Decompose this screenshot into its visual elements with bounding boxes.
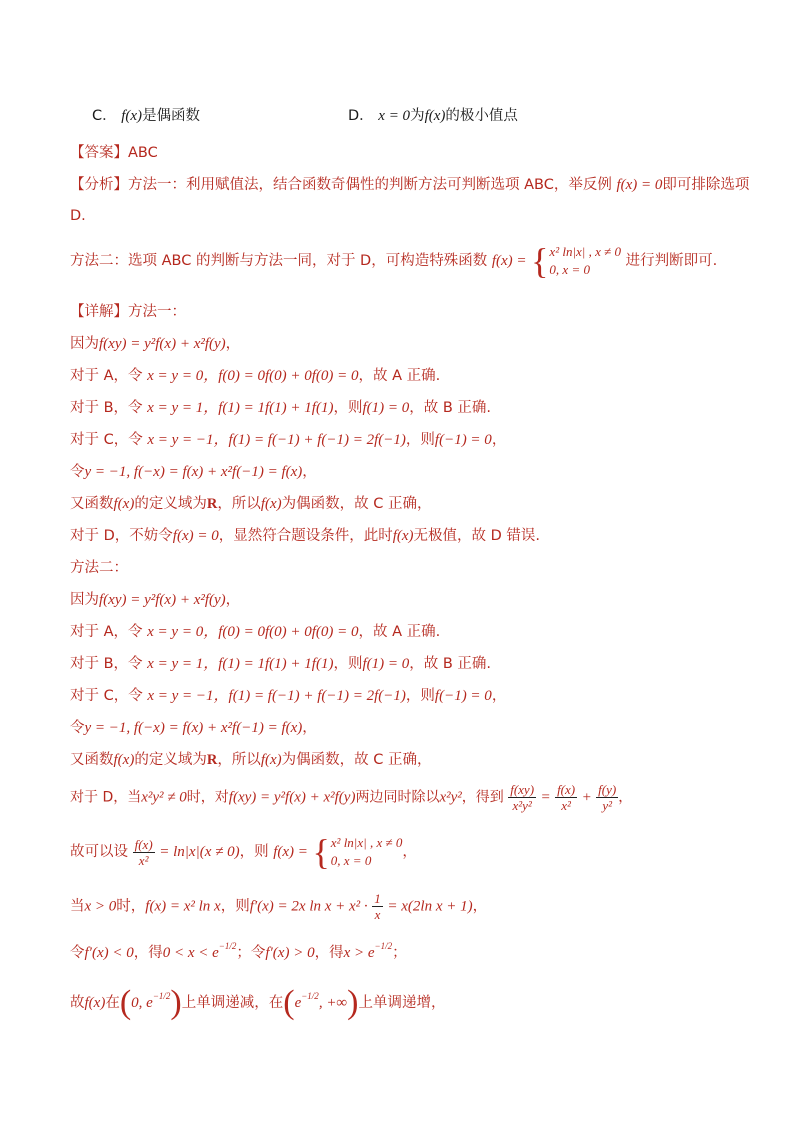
analysis-m2-fx: f(x) = <box>491 253 527 269</box>
gu-frac-num: f(x) <box>134 836 153 852</box>
gu3: 故 <box>70 995 85 1011</box>
step-a-2 <box>70 622 440 642</box>
you-fx-2: f(x) <box>113 752 135 768</box>
dd3: 两边同时除以 <box>355 789 440 806</box>
dd2: 时，对 <box>186 789 229 806</box>
lg3: ；令 <box>236 945 266 961</box>
sign-line <box>70 936 407 963</box>
step-d-2 <box>70 782 632 813</box>
frac1-num: f(xy) <box>510 782 535 797</box>
you3: ，所以 <box>217 496 261 512</box>
gu-expr: = ln|x|(x ≠ 0) <box>159 844 240 860</box>
interval2-tail: , +∞ <box>318 995 348 1011</box>
d2: ，显然符合题设条件，此时 <box>218 528 393 544</box>
detail-label: 【详解】 <box>70 304 128 320</box>
fraction-fy <box>596 782 618 813</box>
you1: 又函数 <box>70 496 114 512</box>
a-expr1: x = y = 0 <box>147 368 204 384</box>
c-mid-2: ，则 <box>405 688 435 704</box>
ling-expr: y = −1, f(−x) = f(x) + x²f(−1) = f(x) <box>84 464 303 480</box>
dang-expr3: f′(x) = 2x ln x + x² · <box>249 898 368 915</box>
ling-text: 令 <box>70 464 85 480</box>
gu3-fx: f(x) <box>84 995 106 1011</box>
monotonic-line <box>70 986 445 1020</box>
analysis-m2-end: 进行判断即可. <box>625 253 718 269</box>
ling-end-2: ， <box>302 720 317 736</box>
b-expr1: x = y = 1 <box>147 400 204 416</box>
even-line-2 <box>70 750 431 770</box>
frac2-den: x² <box>561 798 571 813</box>
assume-line <box>70 834 417 870</box>
gu-fx: f(x) = <box>273 844 308 860</box>
option-d-expr2: f(x) <box>424 108 446 124</box>
you-fx2: f(x) <box>260 496 282 512</box>
fraction-fxy <box>508 782 536 813</box>
because-line-1 <box>70 334 240 354</box>
a-text: 对于 A，令 <box>70 368 143 384</box>
comma: ， <box>225 336 241 352</box>
dang-end: ， <box>472 898 488 915</box>
plus-sign: + <box>581 789 592 806</box>
ling-text-2: 令 <box>70 720 85 736</box>
b-mid: ，则 <box>333 400 363 416</box>
dang-expr1: x > 0 <box>84 898 117 915</box>
lg2: ，得 <box>133 945 163 961</box>
b-expr2: ，f(1) = 1f(1) + 1f(1) <box>203 400 334 416</box>
c-expr3: f(−1) = 0 <box>434 432 492 448</box>
analysis-text-1: 方法一：利用赋值法，结合函数奇偶性的判断方法可判断选项 ABC，举反例 <box>128 177 612 193</box>
answer-value: ABC <box>128 145 158 161</box>
interval2-sup: −1/2 <box>301 991 319 1001</box>
option-c-expr: f(x) <box>121 108 143 124</box>
dang2: 时， <box>116 898 146 915</box>
analysis-expr-1: f(x) = 0 <box>616 177 663 193</box>
a-expr2-2: ，f(0) = 0f(0) + 0f(0) = 0 <box>203 624 359 640</box>
b-text-2: 对于 B，令 <box>70 656 143 672</box>
analysis-m2-text: 方法二：选项 ABC 的判断与方法一同，对于 D，可构造特殊函数 <box>70 253 488 269</box>
dang-frac-num: 1 <box>374 891 381 906</box>
b-expr3-2: f(1) = 0 <box>362 656 410 672</box>
interval2: e <box>294 995 302 1011</box>
b-text: 对于 B，令 <box>70 400 143 416</box>
analysis-line-1 <box>70 175 749 195</box>
dd-expr3: x²y² <box>439 789 462 806</box>
lg-expr4: x > e <box>343 945 375 961</box>
lg1: 令 <box>70 945 85 961</box>
step-c-1 <box>70 430 506 450</box>
fraction-fx-x2 <box>133 837 155 868</box>
dang-expr2: f(x) = x² ln x <box>145 898 221 915</box>
interval1-sup: −1/2 <box>152 991 171 1001</box>
option-d-mid: 为 <box>410 108 425 124</box>
ling-line-2 <box>70 718 317 738</box>
detail-heading <box>70 302 186 322</box>
option-d-text: 的极小值点 <box>445 108 518 124</box>
frac3-den: y² <box>602 798 612 813</box>
c-end: ， <box>491 432 507 448</box>
analysis-text-2: 即可排除选项 <box>662 177 750 193</box>
lg-end: ； <box>392 945 407 961</box>
fraction-fx <box>555 782 577 813</box>
method2-text: 方法二： <box>70 560 128 576</box>
lg-expr1: f′(x) < 0 <box>84 945 134 961</box>
analysis-label: 【分析】 <box>70 177 128 193</box>
c-text-2: 对于 C，令 <box>70 688 143 704</box>
a-expr2: ，f(0) = 0f(0) + 0f(0) = 0 <box>203 368 359 384</box>
lg-expr3: f′(x) > 0 <box>265 945 315 961</box>
you3-2: ，所以 <box>217 752 261 768</box>
c-expr2: ，f(1) = f(−1) + f(−1) = 2f(−1) <box>213 432 406 448</box>
ling-end: ， <box>302 464 317 480</box>
even-line-1 <box>70 494 431 514</box>
d1: 对于 D，不妨令 <box>70 528 173 544</box>
real-set: R <box>206 496 218 512</box>
gu-cases <box>331 834 403 870</box>
gu-end: ， <box>402 844 417 860</box>
d-fx: f(x) <box>392 528 414 544</box>
you4: 为偶函数，故 C 正确， <box>281 496 432 512</box>
answer-line <box>70 143 158 163</box>
option-c-text: 是偶函数 <box>142 108 201 124</box>
main-equation-2: f(xy) = y²f(x) + x²f(y) <box>99 592 226 608</box>
dd-end: ， <box>618 789 633 806</box>
dang-frac-den: x <box>374 907 381 922</box>
step-a-1 <box>70 366 440 386</box>
derivative-line <box>70 891 487 922</box>
right-paren-2: ) <box>347 984 359 1021</box>
answer-label: 【答案】 <box>70 145 128 161</box>
dd-expr1: x²y² ≠ 0 <box>141 789 187 806</box>
you1-2: 又函数 <box>70 752 114 768</box>
d-expr: f(x) = 0 <box>172 528 219 544</box>
a-text-2: 对于 A，令 <box>70 624 143 640</box>
step-b-2 <box>70 654 491 674</box>
a-expr1-2: x = y = 0 <box>147 624 204 640</box>
left-paren-1: ( <box>119 984 132 1021</box>
b-end: ，故 B 正确. <box>409 400 492 416</box>
step-d-1 <box>70 526 540 546</box>
lg-expr2: 0 < x < e <box>162 945 219 961</box>
c-expr1: x = y = −1 <box>147 432 214 448</box>
c-expr2-2: ，f(1) = f(−1) + f(−1) = 2f(−1) <box>213 688 406 704</box>
frac1-den: x²y² <box>512 798 532 813</box>
ling-line-1 <box>70 462 317 482</box>
gu-case1: x² ln|x| , x ≠ 0 <box>330 835 403 850</box>
c-expr1-2: x = y = −1 <box>147 688 214 704</box>
gu2: ，则 <box>239 844 269 860</box>
option-c <box>92 106 200 126</box>
gu3-in: 在 <box>105 995 120 1011</box>
gu-frac-den: x² <box>138 852 149 868</box>
equals-sign: = <box>540 789 551 806</box>
a-end-2: ，故 A 正确. <box>358 624 441 640</box>
you2: 的定义域为 <box>134 496 207 512</box>
dang3: ，则 <box>220 898 250 915</box>
option-d <box>348 106 518 126</box>
case-1: x² ln|x| , x ≠ 0 <box>549 244 622 259</box>
b-expr1-2: x = y = 1 <box>147 656 204 672</box>
lg4: ，得 <box>314 945 344 961</box>
lg-sup2: −1/2 <box>374 941 393 951</box>
right-paren-1: ) <box>170 984 182 1021</box>
dd-expr2: f(xy) = y²f(x) + x²f(y) <box>228 789 356 806</box>
case-brace-2: { <box>312 832 330 872</box>
gu-case2: 0, x = 0 <box>330 853 372 868</box>
b-expr3: f(1) = 0 <box>362 400 410 416</box>
c-mid: ，则 <box>405 432 435 448</box>
you2-2: 的定义域为 <box>134 752 207 768</box>
frac3-num: f(y) <box>598 782 617 797</box>
ling-expr-2: y = −1, f(−x) = f(x) + x²f(−1) = f(x) <box>84 720 303 736</box>
step-c-2 <box>70 686 506 706</box>
interval1: 0, e <box>131 995 153 1011</box>
analysis-cases <box>549 243 621 279</box>
option-d-expr1: x = 0 <box>378 108 411 124</box>
dang-expr4: = x(2ln x + 1) <box>387 898 473 915</box>
method1-label: 方法一： <box>128 304 186 320</box>
option-d-letter: D． <box>348 108 374 124</box>
a-end: ，故 A 正确. <box>358 368 441 384</box>
case-2: 0, x = 0 <box>549 262 590 277</box>
b-end-2: ，故 B 正确. <box>409 656 492 672</box>
fraction-1-x <box>372 891 383 922</box>
gu3-inc: 上单调递增， <box>358 995 446 1011</box>
because-line-2 <box>70 590 240 610</box>
frac2-num: f(x) <box>557 782 576 797</box>
because-text-2: 因为 <box>70 592 99 608</box>
option-c-letter: C． <box>92 108 117 124</box>
you-fx2-2: f(x) <box>260 752 282 768</box>
real-set-2: R <box>206 752 218 768</box>
step-b-1 <box>70 398 491 418</box>
b-mid-2: ，则 <box>333 656 363 672</box>
c-end-2: ， <box>491 688 507 704</box>
dd4: ，得到 <box>461 789 504 806</box>
c-text: 对于 C，令 <box>70 432 143 448</box>
analysis-method2 <box>70 243 717 279</box>
b-expr2-2: ，f(1) = 1f(1) + 1f(1) <box>203 656 334 672</box>
d3: 无极值，故 D 错误. <box>413 528 541 544</box>
gu3-dec: 上单调递减，在 <box>181 995 284 1011</box>
you4-2: 为偶函数，故 C 正确， <box>281 752 432 768</box>
analysis-text-3: D. <box>70 208 86 224</box>
case-brace: { <box>531 241 549 281</box>
because-text: 因为 <box>70 336 99 352</box>
you-fx: f(x) <box>113 496 135 512</box>
dang1: 当 <box>70 898 85 915</box>
c-expr3-2: f(−1) = 0 <box>434 688 492 704</box>
method2-label <box>70 558 128 578</box>
comma-2: ， <box>225 592 241 608</box>
dd1: 对于 D，当 <box>70 789 142 806</box>
gu1: 故可以设 <box>70 844 128 860</box>
left-paren-2: ( <box>283 984 295 1021</box>
main-equation: f(xy) = y²f(x) + x²f(y) <box>99 336 226 352</box>
analysis-line-2 <box>70 206 86 226</box>
lg-sup1: −1/2 <box>218 941 237 951</box>
